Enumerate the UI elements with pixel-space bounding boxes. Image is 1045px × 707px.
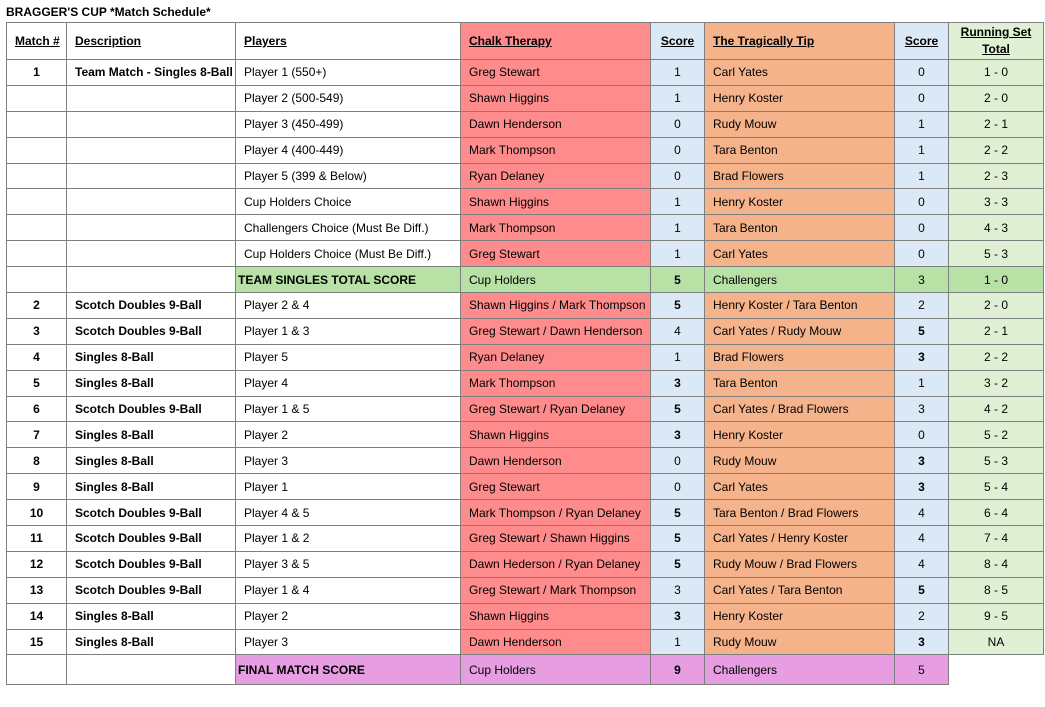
running-total-cell[interactable]: 2 - 0 xyxy=(949,293,1044,319)
match-number-cell[interactable]: 9 xyxy=(7,474,67,500)
match-number-cell[interactable] xyxy=(7,241,67,267)
team2-player-cell[interactable]: Carl Yates / Tara Benton xyxy=(705,577,895,603)
header-score1[interactable]: Score xyxy=(651,23,705,60)
team1-player-cell[interactable]: Mark Thompson xyxy=(461,370,651,396)
description-cell[interactable]: Singles 8-Ball xyxy=(67,344,236,370)
team2-player-cell[interactable]: Henry Koster xyxy=(705,85,895,111)
team2-player-cell[interactable]: Carl Yates xyxy=(705,474,895,500)
team2-player-cell[interactable]: Carl Yates xyxy=(705,241,895,267)
running-total-cell[interactable]: 3 - 2 xyxy=(949,370,1044,396)
team1-score-cell[interactable]: 3 xyxy=(651,422,705,448)
description-cell[interactable]: Singles 8-Ball xyxy=(67,448,236,474)
final-score2[interactable]: 5 xyxy=(895,655,949,685)
description-cell[interactable]: Singles 8-Ball xyxy=(67,629,236,655)
description-cell[interactable] xyxy=(67,163,236,189)
description-cell[interactable]: Scotch Doubles 9-Ball xyxy=(67,396,236,422)
team1-player-cell[interactable]: Dawn Henderson xyxy=(461,448,651,474)
team1-player-cell[interactable]: Greg Stewart / Shawn Higgins xyxy=(461,526,651,552)
players-cell[interactable]: Player 4 xyxy=(236,370,461,396)
description-cell[interactable]: Scotch Doubles 9-Ball xyxy=(67,526,236,552)
singles-total-score2[interactable]: 3 xyxy=(895,267,949,293)
running-total-cell[interactable]: 3 - 3 xyxy=(949,189,1044,215)
match-number-cell[interactable] xyxy=(7,215,67,241)
table-row xyxy=(7,163,1044,189)
team2-player-cell[interactable]: Tara Benton xyxy=(705,137,895,163)
match-number-cell[interactable]: 13 xyxy=(7,577,67,603)
players-cell[interactable]: Player 3 xyxy=(236,629,461,655)
team1-score-cell[interactable]: 5 xyxy=(651,293,705,319)
team1-score-cell[interactable]: 5 xyxy=(651,551,705,577)
team2-score-cell[interactable]: 3 xyxy=(895,344,949,370)
team1-player-cell[interactable]: Dawn Henderson xyxy=(461,629,651,655)
match-number-cell[interactable] xyxy=(7,111,67,137)
match-number-cell[interactable]: 1 xyxy=(7,60,67,86)
team2-player-cell[interactable]: Rudy Mouw xyxy=(705,111,895,137)
description-cell[interactable]: Scotch Doubles 9-Ball xyxy=(67,318,236,344)
players-cell[interactable]: Player 1 & 4 xyxy=(236,577,461,603)
team2-player-cell[interactable]: Henry Koster xyxy=(705,189,895,215)
team2-player-cell[interactable]: Carl Yates / Rudy Mouw xyxy=(705,318,895,344)
players-cell[interactable]: Player 4 (400-449) xyxy=(236,137,461,163)
team1-score-cell[interactable]: 3 xyxy=(651,603,705,629)
team1-player-cell[interactable]: Greg Stewart xyxy=(461,474,651,500)
running-total-cell[interactable]: 2 - 1 xyxy=(949,111,1044,137)
empty-cell xyxy=(949,655,1044,685)
team1-player-cell[interactable]: Ryan Delaney xyxy=(461,163,651,189)
running-total-cell[interactable]: 4 - 3 xyxy=(949,215,1044,241)
header-description[interactable]: Description xyxy=(67,23,236,60)
description-cell[interactable] xyxy=(67,137,236,163)
table-row xyxy=(7,526,1044,552)
team2-score-cell[interactable]: 0 xyxy=(895,215,949,241)
match-number-cell[interactable]: 11 xyxy=(7,526,67,552)
team2-score-cell[interactable]: 1 xyxy=(895,111,949,137)
final-score-row xyxy=(7,655,1044,685)
running-total-cell[interactable]: 5 - 4 xyxy=(949,474,1044,500)
running-total-cell[interactable]: 2 - 2 xyxy=(949,344,1044,370)
table-row xyxy=(7,241,1044,267)
team2-player-cell[interactable]: Rudy Mouw xyxy=(705,448,895,474)
table-row xyxy=(7,474,1044,500)
team2-player-cell[interactable]: Rudy Mouw / Brad Flowers xyxy=(705,551,895,577)
team2-player-cell[interactable]: Carl Yates / Henry Koster xyxy=(705,526,895,552)
team1-player-cell[interactable]: Shawn Higgins xyxy=(461,603,651,629)
team2-player-cell[interactable]: Henry Koster / Tara Benton xyxy=(705,293,895,319)
singles-total-team2[interactable]: Challengers xyxy=(705,267,895,293)
running-total-cell[interactable]: 2 - 0 xyxy=(949,85,1044,111)
match-number-cell[interactable] xyxy=(7,137,67,163)
team2-player-cell[interactable]: Brad Flowers xyxy=(705,344,895,370)
table-row xyxy=(7,629,1044,655)
players-cell[interactable]: Player 4 & 5 xyxy=(236,500,461,526)
team1-player-cell[interactable]: Greg Stewart xyxy=(461,241,651,267)
players-cell[interactable]: Player 1 xyxy=(236,474,461,500)
description-cell[interactable]: Scotch Doubles 9-Ball xyxy=(67,293,236,319)
team2-score-cell[interactable]: 3 xyxy=(895,474,949,500)
match-number-cell[interactable]: 10 xyxy=(7,500,67,526)
singles-total-row xyxy=(7,267,1044,293)
singles-total-team1[interactable]: Cup Holders xyxy=(461,267,651,293)
team2-player-cell[interactable]: Henry Koster xyxy=(705,422,895,448)
players-cell[interactable]: Player 2 xyxy=(236,603,461,629)
sheet-title: BRAGGER'S CUP *Match Schedule* xyxy=(6,5,211,19)
players-cell[interactable]: Cup Holders Choice (Must Be Diff.) xyxy=(236,241,461,267)
players-cell[interactable]: Player 3 & 5 xyxy=(236,551,461,577)
team1-player-cell[interactable]: Ryan Delaney xyxy=(461,344,651,370)
table-row xyxy=(7,60,1044,86)
team2-score-cell[interactable]: 1 xyxy=(895,370,949,396)
team1-score-cell[interactable]: 0 xyxy=(651,163,705,189)
team1-player-cell[interactable]: Greg Stewart xyxy=(461,60,651,86)
players-cell[interactable]: Player 5 xyxy=(236,344,461,370)
team1-score-cell[interactable]: 3 xyxy=(651,370,705,396)
table-row xyxy=(7,293,1044,319)
header-score2[interactable]: Score xyxy=(895,23,949,60)
team2-score-cell[interactable]: 1 xyxy=(895,137,949,163)
team2-score-cell[interactable]: 5 xyxy=(895,318,949,344)
team2-score-cell[interactable]: 4 xyxy=(895,526,949,552)
final-score1[interactable]: 9 xyxy=(651,655,705,685)
team1-score-cell[interactable]: 0 xyxy=(651,137,705,163)
empty-cell[interactable] xyxy=(67,267,236,293)
running-total-cell[interactable]: 5 - 3 xyxy=(949,241,1044,267)
players-cell[interactable]: Player 1 & 2 xyxy=(236,526,461,552)
team2-score-cell[interactable]: 4 xyxy=(895,551,949,577)
team1-player-cell[interactable]: Shawn Higgins xyxy=(461,422,651,448)
running-total-cell[interactable]: 2 - 2 xyxy=(949,137,1044,163)
team2-score-cell[interactable]: 3 xyxy=(895,396,949,422)
description-cell[interactable] xyxy=(67,111,236,137)
team1-score-cell[interactable]: 1 xyxy=(651,85,705,111)
match-number-cell[interactable]: 4 xyxy=(7,344,67,370)
match-number-cell[interactable]: 6 xyxy=(7,396,67,422)
players-cell[interactable]: Player 2 (500-549) xyxy=(236,85,461,111)
table-row xyxy=(7,318,1044,344)
team1-player-cell[interactable]: Shawn Higgins xyxy=(461,189,651,215)
table-row xyxy=(7,448,1044,474)
singles-total-score1[interactable]: 5 xyxy=(651,267,705,293)
team2-player-cell[interactable]: Henry Koster xyxy=(705,603,895,629)
final-team1[interactable]: Cup Holders xyxy=(461,655,651,685)
match-number-cell[interactable]: 8 xyxy=(7,448,67,474)
team2-score-cell[interactable]: 1 xyxy=(895,163,949,189)
team1-score-cell[interactable]: 1 xyxy=(651,629,705,655)
running-total-cell[interactable]: 4 - 2 xyxy=(949,396,1044,422)
team1-score-cell[interactable]: 0 xyxy=(651,111,705,137)
team2-score-cell[interactable]: 0 xyxy=(895,85,949,111)
header-row xyxy=(7,23,1044,60)
table-row xyxy=(7,396,1044,422)
header-running-line2: Total xyxy=(982,42,1010,56)
table-row xyxy=(7,215,1044,241)
players-cell[interactable]: Player 3 xyxy=(236,448,461,474)
table-row xyxy=(7,603,1044,629)
players-cell[interactable]: Player 1 & 3 xyxy=(236,318,461,344)
description-cell[interactable] xyxy=(67,241,236,267)
players-cell[interactable]: Player 1 (550+) xyxy=(236,60,461,86)
match-number-cell[interactable]: 15 xyxy=(7,629,67,655)
description-cell[interactable] xyxy=(67,189,236,215)
description-cell[interactable] xyxy=(67,85,236,111)
match-number-cell[interactable]: 12 xyxy=(7,551,67,577)
running-total-cell[interactable]: 5 - 3 xyxy=(949,448,1044,474)
running-total-cell[interactable]: 1 - 0 xyxy=(949,60,1044,86)
match-number-cell[interactable]: 2 xyxy=(7,293,67,319)
table-row xyxy=(7,137,1044,163)
team2-score-cell[interactable]: 2 xyxy=(895,603,949,629)
players-cell[interactable]: Player 3 (450-499) xyxy=(236,111,461,137)
team1-player-cell[interactable]: Dawn Henderson xyxy=(461,111,651,137)
header-team2[interactable]: The Tragically Tip xyxy=(705,23,895,60)
team1-player-cell[interactable]: Shawn Higgins xyxy=(461,85,651,111)
team1-score-cell[interactable]: 5 xyxy=(651,526,705,552)
final-score-label[interactable]: FINAL MATCH SCORE xyxy=(236,655,461,685)
description-cell[interactable] xyxy=(67,215,236,241)
team1-score-cell[interactable]: 0 xyxy=(651,474,705,500)
running-total-cell[interactable]: NA xyxy=(949,629,1044,655)
match-number-cell[interactable] xyxy=(7,189,67,215)
description-cell[interactable]: Scotch Doubles 9-Ball xyxy=(67,577,236,603)
team1-score-cell[interactable]: 5 xyxy=(651,500,705,526)
team2-player-cell[interactable]: Carl Yates / Brad Flowers xyxy=(705,396,895,422)
table-row xyxy=(7,85,1044,111)
header-running-total[interactable] xyxy=(949,23,1044,60)
players-cell[interactable]: Player 2 xyxy=(236,422,461,448)
team2-score-cell[interactable]: 3 xyxy=(895,629,949,655)
team1-player-cell[interactable]: Shawn Higgins / Mark Thompson xyxy=(461,293,651,319)
team2-score-cell[interactable]: 0 xyxy=(895,422,949,448)
team2-score-cell[interactable]: 2 xyxy=(895,293,949,319)
match-number-cell[interactable]: 14 xyxy=(7,603,67,629)
team1-player-cell[interactable]: Mark Thompson xyxy=(461,137,651,163)
empty-cell[interactable] xyxy=(7,655,67,685)
team1-score-cell[interactable]: 1 xyxy=(651,344,705,370)
singles-total-label[interactable]: TEAM SINGLES TOTAL SCORE xyxy=(236,267,461,293)
team2-score-cell[interactable]: 0 xyxy=(895,241,949,267)
team1-player-cell[interactable]: Greg Stewart / Mark Thompson xyxy=(461,577,651,603)
table-row xyxy=(7,111,1044,137)
header-running-line1: Running Set xyxy=(960,25,1032,39)
team1-player-cell[interactable]: Greg Stewart / Dawn Henderson xyxy=(461,318,651,344)
description-cell[interactable]: Scotch Doubles 9-Ball xyxy=(67,500,236,526)
running-total-cell[interactable]: 8 - 4 xyxy=(949,551,1044,577)
table-row xyxy=(7,577,1044,603)
team2-player-cell[interactable]: Tara Benton / Brad Flowers xyxy=(705,500,895,526)
table-row xyxy=(7,422,1044,448)
players-cell[interactable]: Player 2 & 4 xyxy=(236,293,461,319)
description-cell[interactable]: Singles 8-Ball xyxy=(67,603,236,629)
description-cell[interactable]: Scotch Doubles 9-Ball xyxy=(67,551,236,577)
header-players[interactable]: Players xyxy=(236,23,461,60)
running-total-cell[interactable]: 5 - 2 xyxy=(949,422,1044,448)
players-cell[interactable]: Player 1 & 5 xyxy=(236,396,461,422)
team2-player-cell[interactable]: Rudy Mouw xyxy=(705,629,895,655)
team1-score-cell[interactable]: 1 xyxy=(651,215,705,241)
match-number-cell[interactable] xyxy=(7,85,67,111)
table-row xyxy=(7,551,1044,577)
team1-score-cell[interactable]: 5 xyxy=(651,396,705,422)
singles-total-running[interactable]: 1 - 0 xyxy=(949,267,1044,293)
running-total-cell[interactable]: 8 - 5 xyxy=(949,577,1044,603)
running-total-cell[interactable]: 7 - 4 xyxy=(949,526,1044,552)
final-team2[interactable]: Challengers xyxy=(705,655,895,685)
empty-cell[interactable] xyxy=(67,655,236,685)
team2-player-cell[interactable]: Tara Benton xyxy=(705,370,895,396)
team2-score-cell[interactable]: 0 xyxy=(895,189,949,215)
team1-player-cell[interactable]: Mark Thompson / Ryan Delaney xyxy=(461,500,651,526)
header-match[interactable]: Match # xyxy=(7,23,67,60)
team2-player-cell[interactable]: Carl Yates xyxy=(705,60,895,86)
running-total-cell[interactable]: 2 - 1 xyxy=(949,318,1044,344)
team2-score-cell[interactable]: 5 xyxy=(895,577,949,603)
description-cell[interactable]: Singles 8-Ball xyxy=(67,422,236,448)
team1-player-cell[interactable]: Mark Thompson xyxy=(461,215,651,241)
players-cell[interactable]: Player 5 (399 & Below) xyxy=(236,163,461,189)
running-total-cell[interactable]: 2 - 3 xyxy=(949,163,1044,189)
team2-player-cell[interactable]: Brad Flowers xyxy=(705,163,895,189)
team2-player-cell[interactable]: Tara Benton xyxy=(705,215,895,241)
match-schedule-table xyxy=(6,22,1044,685)
empty-cell[interactable] xyxy=(7,267,67,293)
team1-score-cell[interactable]: 1 xyxy=(651,60,705,86)
team1-player-cell[interactable]: Dawn Hederson / Ryan Delaney xyxy=(461,551,651,577)
team2-score-cell[interactable]: 4 xyxy=(895,500,949,526)
team1-score-cell[interactable]: 1 xyxy=(651,189,705,215)
players-cell[interactable]: Cup Holders Choice xyxy=(236,189,461,215)
table-row xyxy=(7,370,1044,396)
team1-score-cell[interactable]: 0 xyxy=(651,448,705,474)
team2-score-cell[interactable]: 3 xyxy=(895,448,949,474)
match-number-cell[interactable]: 7 xyxy=(7,422,67,448)
match-number-cell[interactable]: 3 xyxy=(7,318,67,344)
match-number-cell[interactable] xyxy=(7,163,67,189)
running-total-cell[interactable]: 6 - 4 xyxy=(949,500,1044,526)
players-cell[interactable]: Challengers Choice (Must Be Diff.) xyxy=(236,215,461,241)
description-cell[interactable]: Singles 8-Ball xyxy=(67,474,236,500)
table-row xyxy=(7,189,1044,215)
table-row xyxy=(7,344,1044,370)
team2-score-cell[interactable]: 0 xyxy=(895,60,949,86)
description-cell[interactable]: Singles 8-Ball xyxy=(67,370,236,396)
team1-player-cell[interactable]: Greg Stewart / Ryan Delaney xyxy=(461,396,651,422)
team1-score-cell[interactable]: 1 xyxy=(651,241,705,267)
running-total-cell[interactable]: 9 - 5 xyxy=(949,603,1044,629)
team1-score-cell[interactable]: 3 xyxy=(651,577,705,603)
match-number-cell[interactable]: 5 xyxy=(7,370,67,396)
team1-score-cell[interactable]: 4 xyxy=(651,318,705,344)
table-row xyxy=(7,500,1044,526)
description-cell[interactable]: Team Match - Singles 8-Ball xyxy=(67,60,236,86)
header-team1[interactable]: Chalk Therapy xyxy=(461,23,651,60)
